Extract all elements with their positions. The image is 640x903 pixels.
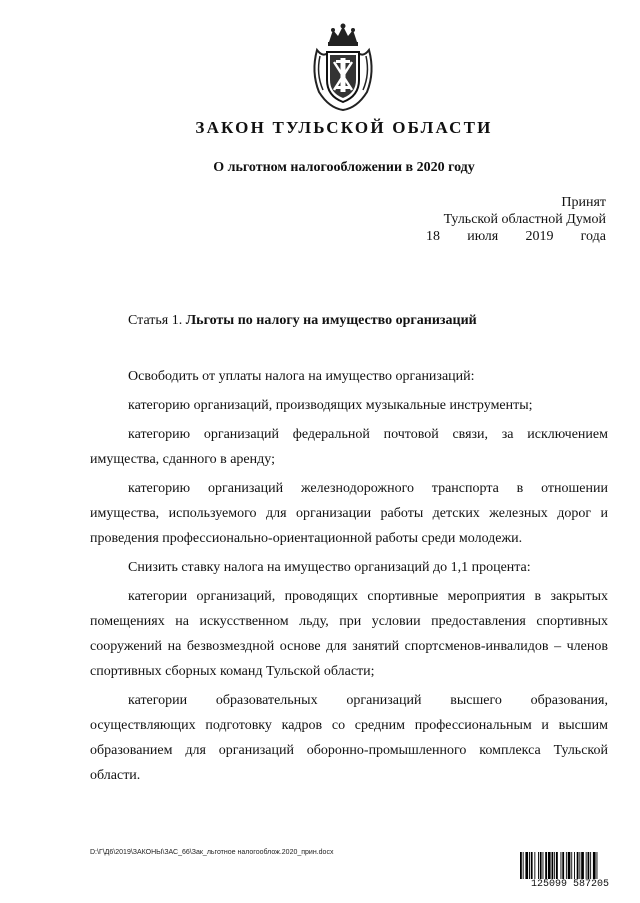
adoption-year: 2019 <box>525 229 554 244</box>
adoption-year-word: года <box>580 229 606 244</box>
adopted-by: Тульской областной Думой <box>443 212 606 227</box>
adoption-day: 18 <box>426 229 440 244</box>
adopted-label: Принят <box>561 195 606 210</box>
tula-coat-of-arms-icon <box>307 22 379 112</box>
paragraph: категории организаций, проводящих спортивные мероприятия в закрытых помещениях на искусственном льду, при условии предоставления спортивных сооружений на безвозмездной основе для занятий спортсменов-инвалидов – членов спортивных сборных команд Тульской области; <box>90 589 608 679</box>
paragraph: Снизить ставку налога на имущество организаций до 1,1 процента: <box>128 560 531 575</box>
law-title: ЗАКОН ТУЛЬСКОЙ ОБЛАСТИ <box>195 118 493 137</box>
adoption-date <box>426 228 606 245</box>
paragraph: Освободить от уплаты налога на имущество организаций: <box>128 369 475 384</box>
barcode-number: 125099 587205 <box>520 879 620 890</box>
paragraph: категорию организаций железнодорожного транспорта в отношении имущества, используемого для организации работы детских железных дорог и проведения профессионально-ориентационной работы среди молодежи. <box>90 481 608 546</box>
file-path: D:\Г\Д6\2019\ЗАКОНЫ\ЗАС_66\Зак_льготное налогооблож.2020_прин.docx <box>90 849 334 856</box>
article-body <box>90 364 608 792</box>
paragraph: категории образовательных организаций высшего образования, осуществляющих подготовку кадров со средним профессиональным и высшим образованием для организаций оборонно-промышленного комплекса Тульской области. <box>90 693 608 783</box>
adoption-block <box>426 194 606 245</box>
paragraph: категорию организаций федеральной почтовой связи, за исключением имущества, сданного в аренду; <box>90 427 608 467</box>
law-subtitle: О льготном налогообложении в 2020 году <box>213 160 475 175</box>
article-title: Льготы по налогу на имущество организаций <box>185 313 477 328</box>
article-number: Статья 1. <box>128 313 183 328</box>
adoption-month: июля <box>467 229 499 244</box>
article-heading <box>128 313 477 329</box>
paragraph: категорию организаций, производящих музыкальные инструменты; <box>128 398 533 413</box>
